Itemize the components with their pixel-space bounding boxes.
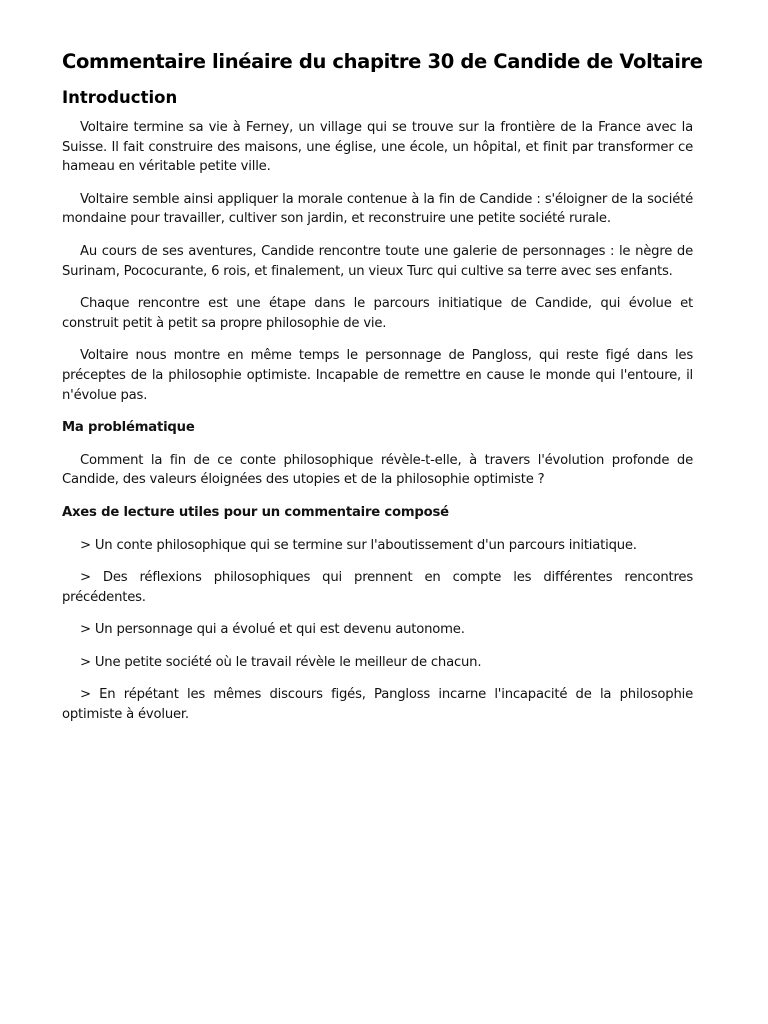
intro-paragraph: Voltaire termine sa vie à Ferney, un village qui se trouve sur la frontière de la France avec la Suisse. Il fait construire des maisons, une église, une école, un hôpital, et finit par transformer ce hameau en véritable petite ville. <box>62 120 693 175</box>
axis-item: > Un personnage qui a évolué et qui est devenu autonome. <box>80 622 465 638</box>
axis-item: > En répétant les mêmes discours figés, Pangloss incarne l'incapacité de la philosophie optimiste à évoluer. <box>62 687 693 723</box>
document-page <box>62 48 703 738</box>
introduction-heading: Introduction <box>62 88 178 107</box>
intro-paragraph: Voltaire nous montre en même temps le personnage de Pangloss, qui reste figé dans les préceptes de la philosophie optimiste. Incapable de remettre en cause le monde qui l'entoure, il n'évolue pas. <box>62 348 693 403</box>
document-title: Commentaire linéaire du chapitre 30 de Candide de Voltaire <box>62 50 703 73</box>
axis-item: > Une petite société où le travail révèle le meilleur de chacun. <box>80 654 482 670</box>
intro-paragraph: Au cours de ses aventures, Candide rencontre toute une galerie de personnages : le nègre de Surinam, Pococurante, 6 rois, et finalement, un vieux Turc qui cultive sa terre avec ses enfants. <box>62 243 693 279</box>
problematique-paragraph: Comment la fin de ce conte philosophique révèle-t-elle, à travers l'évolution profonde de Candide, des valeurs éloignées des utopies et de la philosophie optimiste ? <box>62 452 693 488</box>
intro-paragraph: Voltaire semble ainsi appliquer la morale contenue à la fin de Candide : s'éloigner de la société mondaine pour travailler, cultiver son jardin, et reconstruire une petite société rurale. <box>62 191 693 227</box>
intro-paragraph: Chaque rencontre est une étape dans le parcours initiatique de Candide, qui évolue et construit petit à petit sa propre philosophie de vie. <box>62 296 693 331</box>
problematique-heading: Ma problématique <box>62 420 195 436</box>
axis-item: > Des réflexions philosophiques qui prennent en compte les différentes rencontres précédentes. <box>62 570 693 605</box>
axis-item: > Un conte philosophique qui se termine sur l'aboutissement d'un parcours initiatique. <box>80 537 637 553</box>
axes-heading: Axes de lecture utiles pour un commentaire composé <box>62 504 449 520</box>
